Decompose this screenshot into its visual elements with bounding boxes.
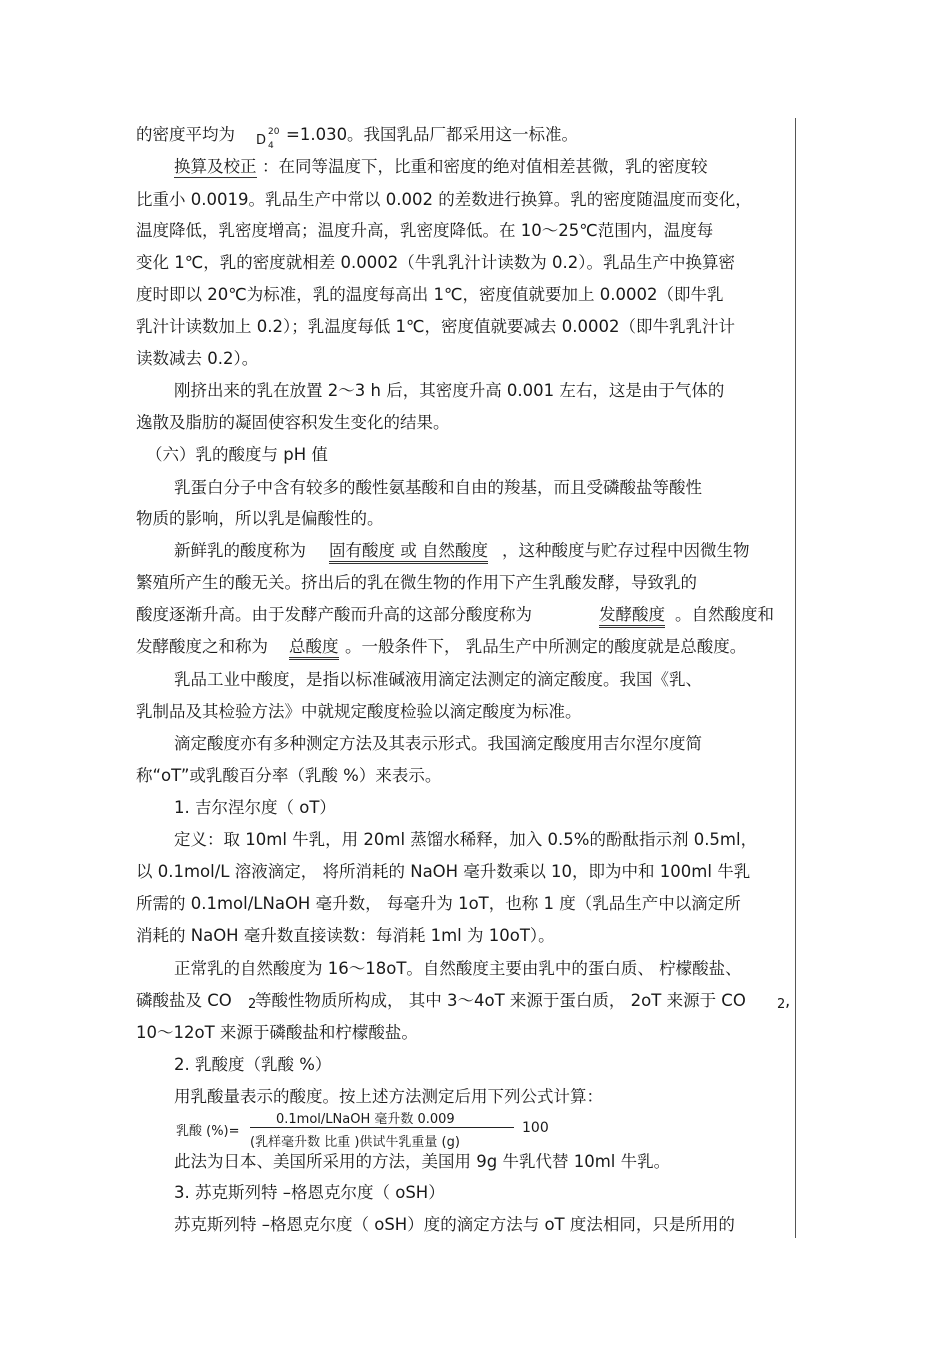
formula-denominator: (乳样毫升数 比重 )供试牛乳重量 (g) xyxy=(250,1135,460,1150)
text-line: 总酸度 xyxy=(289,636,339,658)
formula-lhs: 乳酸 (%)= xyxy=(176,1124,240,1139)
text-line: 读数减去 0.2）。 xyxy=(136,349,259,368)
text-line: 消耗的 NaOH 毫升数直接读数：每消耗 1ml 为 10oT）。 xyxy=(136,926,555,945)
text-line: 固有酸度 或 自然酸度 xyxy=(329,540,488,562)
text-line: 逸散及脂肪的凝固使容积发生变化的结果。 xyxy=(136,413,450,432)
text-line: 所需的 0.1mol/LNaOH 毫升数， 每毫升为 1oT，也称 1 度（乳品生产中以滴定所 xyxy=(136,894,741,913)
text-line: 称“oT”或乳酸百分率（乳酸 %）来表示。 xyxy=(136,766,442,785)
density-symbol-sub: 4 xyxy=(268,141,274,151)
text-line: 繁殖所产生的酸无关。挤出后的乳在微生物的作用下产生乳酸发酵，导致乳的 xyxy=(136,573,697,592)
density-symbol xyxy=(256,124,280,151)
text-line: 变化 1℃，乳的密度就相差 0.0002（牛乳乳汁计读数为 0.2）。乳品生产中换算密 xyxy=(136,253,735,272)
text-line: 度时即以 20℃为标准，乳的温度每高出 1℃，密度值就要加上 0.0002（即牛乳 xyxy=(136,285,724,304)
text-line: ：在同等温度下，比重和密度的绝对值相差甚微，乳的密度较 xyxy=(262,157,708,176)
text-line: （六）乳的酸度与 pH 值 xyxy=(146,445,328,464)
text-line: 物质的影响，所以乳是偏酸性的。 xyxy=(136,509,384,528)
text-line: 用乳酸量表示的酸度。按上述方法测定后用下列公式计算： xyxy=(174,1087,603,1106)
text-line: 定义：取 10ml 牛乳，用 20ml 蒸馏水稀释，加入 0.5%的酚酞指示剂 0.5ml， xyxy=(174,830,758,849)
text-line: , xyxy=(785,991,791,1010)
text-line: 磷酸盐及 CO xyxy=(136,991,232,1010)
text-line: 乳品工业中酸度，是指以标准碱液用滴定法测定的滴定酸度。我国《乳、 xyxy=(174,670,702,689)
formula-numerator: 0.1mol/LNaOH 毫升数 0.009 xyxy=(276,1112,455,1127)
formula-rhs: 100 xyxy=(522,1120,549,1136)
text-line: =1.030。我国乳品厂都采用这一标准。 xyxy=(286,125,579,144)
text-line: 乳汁计读数加上 0.2）；乳温度每低 1℃，密度值就要减去 0.0002（即牛乳乳汁计 xyxy=(136,317,735,336)
text-line: 新鲜乳的酸度称为 xyxy=(174,541,306,560)
text-line: 2 xyxy=(777,997,786,1012)
text-line: 2 xyxy=(248,997,257,1012)
density-symbol-scripts xyxy=(266,124,280,151)
text-line: ，这种酸度与贮存过程中因微生物 xyxy=(502,541,750,560)
text-line: 以 0.1mol/L 溶液滴定， 将所消耗的 NaOH 毫升数乘以 10，即为中和 100ml 牛乳 xyxy=(136,862,751,881)
density-symbol-base: D xyxy=(256,133,267,148)
text-line: 1. 吉尔涅尔度（ oT） xyxy=(174,798,336,817)
text-line: 乳制品及其检验方法》中就规定酸度检验以滴定酸度为标准。 xyxy=(136,702,582,721)
text-line: 换算及校正 xyxy=(174,157,257,176)
text-line: 等酸性物质所构成， 其中 3～4oT 来源于蛋白质， 2oT 来源于 CO xyxy=(255,991,746,1010)
text-line: 3. 苏克斯列特 –格恩克尔度（ oSH） xyxy=(174,1183,445,1202)
text-line: 酸度逐渐升高。由于发酵产酸而升高的这部分酸度称为 xyxy=(136,605,532,624)
text-line: 此法为日本、美国所采用的方法，美国用 9g 牛乳代替 10ml 牛乳。 xyxy=(174,1152,671,1171)
right-margin-rule xyxy=(795,118,796,1238)
text-line: 刚挤出来的乳在放置 2～3 h 后，其密度升高 0.001 左右，这是由于气体的 xyxy=(174,381,725,400)
text-line: 发酵酸度之和称为 xyxy=(136,637,268,656)
text-line: 发酵酸度 xyxy=(599,604,665,626)
text-line: 。一般条件下， 乳品生产中所测定的酸度就是总酸度。 xyxy=(345,637,747,656)
text-line: 苏克斯列特 –格恩克尔度（ oSH）度的滴定方法与 oT 度法相同，只是所用的 xyxy=(174,1215,735,1234)
text-line: 乳蛋白分子中含有较多的酸性氨基酸和自由的羧基，而且受磷酸盐等酸性 xyxy=(174,478,702,497)
fraction-bar xyxy=(250,1127,514,1128)
text-line: 正常乳的自然酸度为 16～18oT。自然酸度主要由乳中的蛋白质、 柠檬酸盐、 xyxy=(174,959,742,978)
text-line: 比重小 0.0019。乳品生产中常以 0.002 的差数进行换算。乳的密度随温度而变化， xyxy=(136,190,752,209)
text-line: 。自然酸度和 xyxy=(675,605,774,624)
text-line: 2. 乳酸度（乳酸 %） xyxy=(174,1055,332,1074)
text-line: 10～12oT 来源于磷酸盐和柠檬酸盐。 xyxy=(136,1023,418,1042)
text-line: 滴定酸度亦有多种测定方法及其表示形式。我国滴定酸度用吉尔涅尔度简 xyxy=(174,734,702,753)
text-line: 温度降低，乳密度增高；温度升高，乳密度降低。在 10～25℃范围内，温度每 xyxy=(136,221,714,240)
density-symbol-sup: 20 xyxy=(268,127,280,137)
text-line: 的密度平均为 xyxy=(136,125,235,144)
